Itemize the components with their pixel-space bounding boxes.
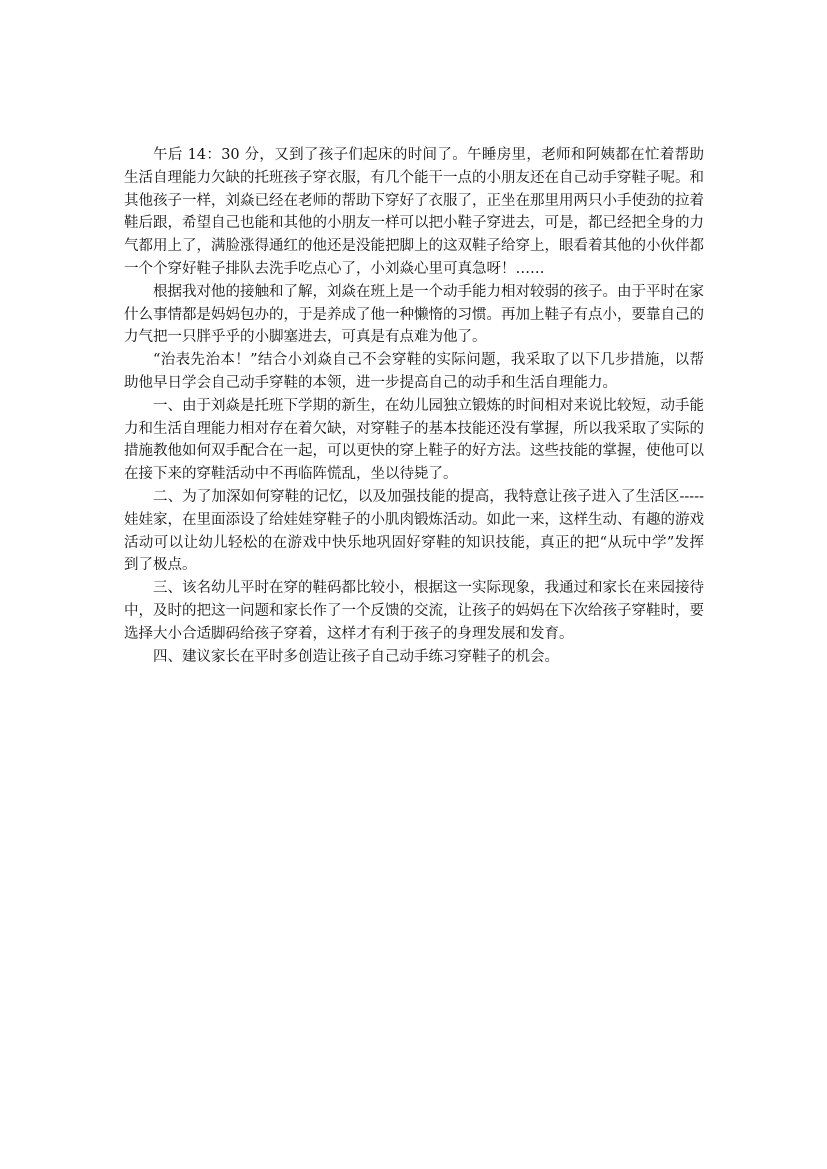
paragraph-measure-2: 二、为了加深如何穿鞋的记忆，以及加强技能的提高，我特意让孩子进入了生活区-----娃娃家，在里面添设了给娃娃穿鞋子的小肌肉锻炼活动。如此一来，这样生动、有趣的游戏活动可以让幼儿轻松的在游戏中快乐地巩固好穿鞋的知识技能，真正的把“从玩中学”发挥到了极点。 (124, 488, 704, 574)
paragraph-intro: 午后 14：30 分，又到了孩子们起床的时间了。午睡房里，老师和阿姨都在忙着帮助生活自理能力欠缺的托班孩子穿衣服，有几个能干一点的小朋友还在自己动手穿鞋子呢。和其他孩子一样，刘焱已经在老师的帮助下穿好了衣服了，正坐在那里用两只小手使劲的拉着鞋后跟，希望自己也能和其他的小朋友一样可以把小鞋子穿进去，可是，都已经把全身的力气都用上了，满脸涨得通红的他还是没能把脚上的这双鞋子给穿上，眼看着其他的小伙伴都一个个穿好鞋子排队去洗手吃点心了，小刘焱心里可真急呀！…… (124, 147, 704, 277)
paragraph-measure-4: 四、建议家长在平时多创造让孩子自己动手练习穿鞋子的机会。 (153, 648, 559, 665)
paragraph-measures-intro: “治表先治本！”结合小刘焱自己不会穿鞋的实际问题，我采取了以下几步措施，以帮助他早日学会自己动手穿鞋的本领，进一步提高自己的动手和生活自理能力。 (124, 352, 704, 391)
paragraph-analysis: 根据我对他的接触和了解，刘焱在班上是一个动手能力相对较弱的孩子。由于平时在家什么事情都是妈妈包办的，于是养成了他一种懒惰的习惯。再加上鞋子有点小，要靠自己的力气把一只胖乎乎的小脚塞进去，可真是有点难为他了。 (124, 283, 704, 346)
document-body (124, 144, 704, 668)
paragraph-measure-3: 三、该名幼儿平时在穿的鞋码都比较小，根据这一实际现象，我通过和家长在来园接待中，及时的把这一问题和家长作了一个反馈的交流，让孩子的妈妈在下次给孩子穿鞋时，要选择大小合适脚码给孩子穿着，这样才有利于孩子的身理发展和发育。 (124, 580, 704, 642)
paragraph-measure-1: 一、由于刘焱是托班下学期的新生，在幼儿园独立锻炼的时间相对来说比较短，动手能力和生活自理能力相对存在着欠缺，对穿鞋子的基本技能还没有掌握，所以我采取了实际的措施教他如何双手配合在一起，可以更快的穿上鞋子的好方法。这些技能的掌握，使他可以在接下来的穿鞋活动中不再临阵慌乱，坐以待毙了。 (124, 397, 704, 483)
